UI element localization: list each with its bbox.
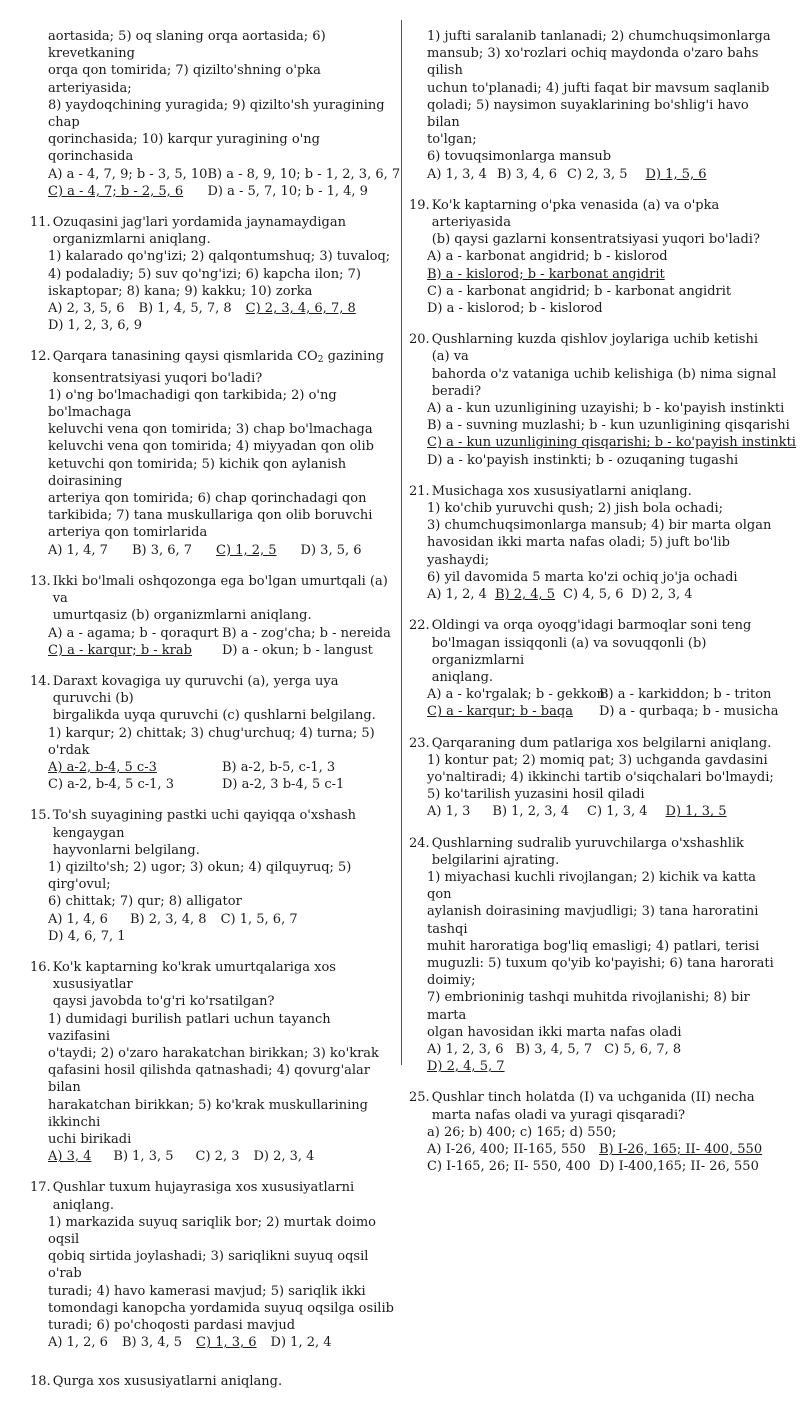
question-title-line: belgilarini ajrating. <box>431 852 560 868</box>
stem-line: aortasida; 5) oq slaning orqa aortasida; 6) krevetkaning <box>48 29 326 62</box>
question-number: 23. <box>409 735 430 751</box>
option-c-correct: C) a - 4, 7; b - 2, 5, 6 <box>48 183 184 199</box>
body-line: 1) ko'chib yuruvchi qush; 2) jish bola ochadi; <box>427 501 723 517</box>
body-line: keluvchi vena qon tomirida; 3) chap bo'lmachaga <box>48 422 373 438</box>
option-a: A) 1, 3, 4 <box>427 166 487 182</box>
option-c-correct: C) 1, 3, 6 <box>196 1335 257 1351</box>
question-21 <box>409 483 777 603</box>
option-a: A) 1, 2, 3, 6 <box>427 1041 504 1057</box>
body-line: muguzli: 5) tuxum qo'yib ko'payishi; 6) tana harorati <box>427 955 774 971</box>
option-c: C) 1, 5, 6, 7 <box>220 911 298 927</box>
option-b: B) 3, 6, 7 <box>131 542 193 558</box>
option-d: D) 4, 6, 7, 1 <box>48 928 126 944</box>
option-b-correct: B) 2, 4, 5 <box>494 587 556 603</box>
option-b: B) a-2, b-5, c-1, 3 <box>222 759 336 775</box>
body-line: 1) o'ng bo'lmachadigi qon tarkibida; 2) o'ng bo'lmachaga <box>48 387 337 421</box>
option-d-correct: D) 1, 5, 6 <box>645 166 707 182</box>
stem-line: orqa qon tomirida; 7) qizilto'shning o'pka arteriyasida; <box>48 63 321 96</box>
column-divider <box>401 20 402 1065</box>
question-number: 22. <box>409 618 430 634</box>
option-d: D) a - kislorod; b - kislorod <box>427 301 603 317</box>
option-a: A) 1, 4, 7 <box>48 542 108 558</box>
stem-line: uchun to'planadi; 4) jufti faqat bir mavsum saqlanib <box>427 80 770 96</box>
option-b: B) 2, 3, 4, 8 <box>129 911 207 927</box>
question-number: 25. <box>409 1090 430 1106</box>
option-d: D) 3, 5, 6 <box>300 542 362 558</box>
option-b: B) a - zog'cha; b - nereida <box>222 625 391 641</box>
question-title-line: umurtqasiz (b) organizmlarni aniqlang. <box>52 608 312 624</box>
body-line: 1) dumidagi burilish patlari uchun tayanch vazifasini <box>48 1011 331 1044</box>
option-a: A) a - agama; b - qoraqurt <box>48 625 219 641</box>
body-line: qafasini hosil qilishda qatnashadi; 4) qovurg'alar bilan <box>48 1063 371 1096</box>
question-number: 15. <box>30 808 51 824</box>
question-title-line: beradi? <box>431 383 482 399</box>
option-b: B) 3, 4, 6 <box>496 166 558 182</box>
body-line: 5) ko'tarilish yuzasini hosil qiladi <box>427 787 645 803</box>
option-b: B) a - karkiddon; b - triton <box>599 687 772 703</box>
body-line: arteriya qon tomirida; 6) chap qorinchadagi qon <box>48 491 367 507</box>
question-17 <box>30 1179 396 1351</box>
option-c: C) I-165, 26; II- 550, 400 <box>427 1159 591 1175</box>
option-a: A) a - ko'rgalak; b - gekkon <box>427 687 605 703</box>
answer-options <box>30 1334 396 1351</box>
question-title-line: hayvonlarni belgilang. <box>52 842 200 858</box>
answer-options <box>30 166 401 200</box>
question-title-line: Ozuqasini jag'lari yordamida jaynamaydigan <box>52 215 346 231</box>
option-a: A) a - karbonat angidrid; b - kislorod <box>427 249 668 265</box>
answer-options <box>30 542 396 559</box>
question-number: 13. <box>30 573 51 589</box>
option-a: A) 1, 4, 6 <box>48 911 108 927</box>
option-d: D) 1, 2, 3, 6, 9 <box>48 318 143 334</box>
answer-options <box>30 911 396 945</box>
option-c: C) 5, 6, 7, 8 <box>604 1041 682 1057</box>
body-line: havosidan ikki marta nafas oladi; 5) juft bo'lib yashaydi; <box>427 535 730 568</box>
question-14 <box>30 673 396 793</box>
question-25 <box>409 1089 777 1175</box>
option-a-correct: A) a-2, b-4, 5 c-3 <box>48 759 157 775</box>
option-c-correct: C) a - karqur; b - baqa <box>427 704 573 720</box>
question-number: 11. <box>30 215 51 231</box>
answer-options <box>30 759 396 793</box>
option-a: A) a - kun uzunligining uzayishi; b - ko'payish instinkti <box>427 401 785 417</box>
body-line: yo'naltiradi; 4) ikkinchi tartib o'siqchalari bo'lmaydi; <box>427 769 774 785</box>
option-b: B) 1, 2, 3, 4 <box>492 804 570 820</box>
question-title-line: Musichaga xos xususiyatlarni aniqlang. <box>431 483 692 499</box>
answer-options <box>409 803 777 820</box>
option-c-correct: C) a - karqur; b - krab <box>48 642 192 658</box>
body-line: qobiq sirtida joylashadi; 3) sariqlikni suyuq oqsil o'rab <box>48 1249 369 1282</box>
question-title-line: Qushlarning sudralib yuruvchilarga o'xshashlik <box>431 835 744 851</box>
question-number: 18. <box>30 1374 51 1390</box>
question-15 <box>30 807 396 945</box>
option-c: C) 2, 3 <box>195 1149 240 1165</box>
body-line: muhit haroratiga bog'liq emasligi; 4) patlari, terisi <box>427 938 760 954</box>
answer-options <box>30 1148 396 1165</box>
question-title-line: Qushlarning kuzda qishlov joylariga uchib ketishi (a) va <box>431 332 759 365</box>
answer-options <box>409 586 777 603</box>
option-d: D) a-2, 3 b-4, 5 c-1 <box>222 777 345 793</box>
option-c-correct: C) 2, 3, 4, 6, 7, 8 <box>245 301 356 317</box>
question-number: 17. <box>30 1180 51 1196</box>
option-a: A) I-26, 400; II-165, 550 <box>427 1141 586 1157</box>
option-c-correct: C) 1, 2, 5 <box>216 542 277 558</box>
body-line: uchi birikadi <box>48 1131 132 1147</box>
answer-options <box>30 300 396 334</box>
question-title-line: organizmlarni aniqlang. <box>52 232 211 248</box>
option-d: D) a - okun; b - langust <box>222 642 373 658</box>
question-title-line: To'sh suyagining pastki uchi qayiqqa o'xshash kengaygan <box>52 808 357 841</box>
body-line: olgan havosidan ikki marta nafas oladi <box>427 1024 682 1040</box>
body-line: turadi; 4) havo kamerasi mavjud; 5) sariqlik ikki <box>48 1283 366 1299</box>
option-d: D) a - 5, 7, 10; b - 1, 4, 9 <box>207 183 368 199</box>
question-title-line: bo'lmagan issiqqonli (a) va sovuqqonli (b) organizmlarni <box>431 635 707 668</box>
stem-line: 6) tovuqsimonlarga mansub <box>427 149 612 165</box>
stem-line: qoladi; 5) naysimon suyaklarining bo'shlig'i havo bilan <box>427 97 749 131</box>
question-24 <box>409 835 777 1076</box>
body-line: 1) qizilto'sh; 2) ugor; 3) okun; 4) qilquyruq; 5) qirg'ovul; <box>48 859 352 893</box>
right-column <box>409 28 796 1189</box>
question-title-line: Ikki bo'lmali oshqozonga ega bo'lgan umurtqali (a) va <box>52 573 388 607</box>
option-c: C) 4, 5, 6 <box>563 587 624 603</box>
option-b: B) 1, 4, 5, 7, 8 <box>138 301 232 317</box>
question-23 <box>409 735 777 821</box>
question-title-line: Ko'k kaptarning ko'krak umurtqalariga xos xususiyatlar <box>52 959 336 993</box>
option-a-correct: A) 3, 4 <box>48 1149 92 1165</box>
option-d: D) a - ko'payish instinkti; b - ozuqaning tugashi <box>427 452 739 468</box>
body-line: doimiy; <box>427 973 476 989</box>
answer-options <box>409 400 796 469</box>
question-continued-top <box>30 28 401 200</box>
question-number: 24. <box>409 835 430 851</box>
option-b-correct: B) a - kislorod; b - karbonat angidrit <box>427 266 665 282</box>
option-d: D) I-400,165; II- 26, 550 <box>599 1159 759 1175</box>
option-d: D) 1, 2, 4 <box>270 1335 332 1351</box>
question-18-continued <box>409 28 777 183</box>
option-c: C) 1, 3, 4 <box>587 804 648 820</box>
body-line: keluvchi vena qon tomirida; 4) miyyadan qon olib <box>48 439 374 455</box>
body-line: a) 26; b) 400; c) 165; d) 550; <box>427 1124 617 1140</box>
answer-options <box>409 166 777 183</box>
option-a: A) 1, 2, 4 <box>427 587 487 603</box>
question-title-line: marta nafas oladi va yuragi qisqaradi? <box>431 1107 686 1123</box>
stem-line: qorinchasida; 10) karqur yuragining o'ng qorinchasida <box>48 132 320 165</box>
body-line: iskaptopar; 8) kana; 9) kakku; 10) zorka <box>48 283 313 299</box>
answer-options <box>409 248 777 317</box>
answer-options <box>409 1041 777 1075</box>
option-b: B) 3, 4, 5 <box>121 1335 183 1351</box>
body-line: 1) karqur; 2) chittak; 3) chug'urchuq; 4) turna; 5) o'rdak <box>48 725 375 758</box>
question-title-line: (b) qaysi gazlarni konsentratsiyasi yuqori bo'ladi? <box>431 232 760 248</box>
option-b: B) a - 8, 9, 10; b - 1, 2, 3, 6, 7 <box>207 166 401 182</box>
body-line: turadi; 6) po'choqosti pardasi mavjud <box>48 1318 296 1334</box>
option-b-correct: B) I-26, 165; II- 400, 550 <box>599 1141 763 1157</box>
body-line: tomondagi kanopcha yordamida suyuq oqsilga osilib <box>48 1300 394 1316</box>
question-title-line: qaysi javobda to'g'ri ko'rsatilgan? <box>52 994 275 1010</box>
option-b: B) 1, 3, 5 <box>113 1149 174 1165</box>
question-18 <box>30 1373 396 1390</box>
question-12 <box>30 348 396 558</box>
option-a: A) a - 4, 7, 9; b - 3, 5, 10 <box>48 166 208 182</box>
option-b: B) a - suvning muzlashi; b - kun uzunligining qisqarishi <box>427 418 790 434</box>
answer-options <box>409 1141 777 1175</box>
option-c-correct: C) a - kun uzunligining qisqarishi; b - ko'payish instinkti <box>427 435 796 451</box>
question-title-line: aniqlang. <box>431 669 494 685</box>
question-number: 21. <box>409 483 430 499</box>
question-20 <box>409 331 796 469</box>
body-line: 6) chittak; 7) qur; 8) alligator <box>48 894 242 910</box>
option-d: D) 2, 3, 4 <box>253 1149 315 1165</box>
body-line: 1) kontur pat; 2) momiq pat; 3) uchganda gavdasini <box>427 752 768 768</box>
question-number: 16. <box>30 959 51 975</box>
body-line: tarkibida; 7) tana muskullariga qon olib boruvchi <box>48 508 373 524</box>
question-title-line: Oldingi va orqa oyoqg'idagi barmoqlar soni teng <box>431 618 752 634</box>
question-22 <box>409 617 777 720</box>
left-column <box>30 28 401 1405</box>
stem-line: 8) yaydoqchining yuragida; 9) qizilto'sh yuragining chap <box>48 97 385 131</box>
question-title-line: bahorda o'z vataniga uchib kelishiga (b) nima signal <box>431 366 777 382</box>
question-title-line: Ko'k kaptarning o'pka venasida (a) va o'pka arteriyasida <box>431 197 720 231</box>
stem-line: mansub; 3) xo'rozlari ochiq maydonda o'zaro bahs qilish <box>427 46 759 79</box>
body-line: 1) markazida suyuq sariqlik bor; 2) murtak doimo oqsil <box>48 1214 376 1247</box>
question-16 <box>30 959 396 1165</box>
question-number: 20. <box>409 332 430 348</box>
option-d-correct: D) 2, 4, 5, 7 <box>427 1059 505 1075</box>
option-d-correct: D) 1, 3, 5 <box>665 804 727 820</box>
body-line: 3) chumchuqsimonlarga mansub; 4) bir marta olgan <box>427 518 772 534</box>
body-line: harakatchan birikkan; 5) ko'krak muskullarining ikkinchi <box>48 1097 368 1130</box>
question-title-line: Qushlar tuxum hujayrasiga xos xususiyatlarni aniqlang. <box>52 1180 355 1213</box>
question-title-line: Qarqara tanasining qaysi qismlarida $CO_2$ gazining <box>52 349 384 366</box>
body-line: o'taydi; 2) o'zaro harakatchan birikkan; 3) ko'krak <box>48 1045 379 1061</box>
question-title-line: konsentratsiyasi yuqori bo'ladi? <box>52 370 263 386</box>
body-line: 7) embrioninig tashqi muhitda rivojlanishi; 8) bir marta <box>427 990 750 1023</box>
option-a: A) 1, 2, 6 <box>48 1335 108 1351</box>
option-b: B) 3, 4, 5, 7 <box>515 1041 593 1057</box>
option-d: D) a - qurbaqa; b - musicha <box>599 704 779 720</box>
answer-options <box>409 686 777 720</box>
option-a: A) 2, 3, 5, 6 <box>48 301 125 317</box>
body-line: 1) miyachasi kuchli rivojlangan; 2) kichik va katta qon <box>427 869 756 903</box>
question-title-line: Qarqaraning dum patlariga xos belgilarni aniqlang. <box>431 735 772 751</box>
question-13 <box>30 573 396 659</box>
body-line: 1) kalarado qo'ng'izi; 2) qalqontumshuq; 3) tuvaloq; <box>48 249 391 265</box>
question-19 <box>409 197 777 317</box>
option-c: C) 2, 3, 5 <box>567 166 628 182</box>
body-line: aylanish doirasining mavjudligi; 3) tana haroratini tashqi <box>427 904 759 937</box>
question-title-line: Qushlar tinch holatda (I) va uchganida (II) necha <box>431 1090 755 1106</box>
body-line: arteriya qon tomirlarida <box>48 525 208 541</box>
option-d: D) 2, 3, 4 <box>631 587 693 603</box>
question-number: 14. <box>30 673 51 689</box>
question-title-line: birgalikda uyqa quruvchi (c) qushlarni belgilang. <box>52 708 376 724</box>
body-line: 4) podaladiy; 5) suv qo'ng'izi; 6) kapcha ilon; 7) <box>48 266 361 282</box>
stem-line: to'lgan; <box>427 132 477 148</box>
option-c: C) a - karbonat angidrid; b - karbonat angidrit <box>427 283 732 299</box>
question-number: 12. <box>30 349 51 365</box>
body-line: ketuvchi qon tomirida; 5) kichik qon aylanish doirasining <box>48 456 347 489</box>
answer-options <box>30 625 396 659</box>
body-line: 6) yil davomida 5 marta ko'zi ochiq jo'ja ochadi <box>427 569 738 585</box>
option-a: A) 1, 3 <box>427 804 471 820</box>
question-title-line: Daraxt kovagiga uy quruvchi (a), yerga uya quruvchi (b) <box>52 673 339 707</box>
stem-line: 1) jufti saralanib tanlanadi; 2) chumchuqsimonlarga <box>427 29 771 44</box>
question-number: 19. <box>409 197 430 213</box>
question-title-line: Qurga xos xususiyatlarni aniqlang. <box>52 1374 283 1390</box>
option-c: C) a-2, b-4, 5 c-1, 3 <box>48 777 174 793</box>
question-11 <box>30 214 396 334</box>
